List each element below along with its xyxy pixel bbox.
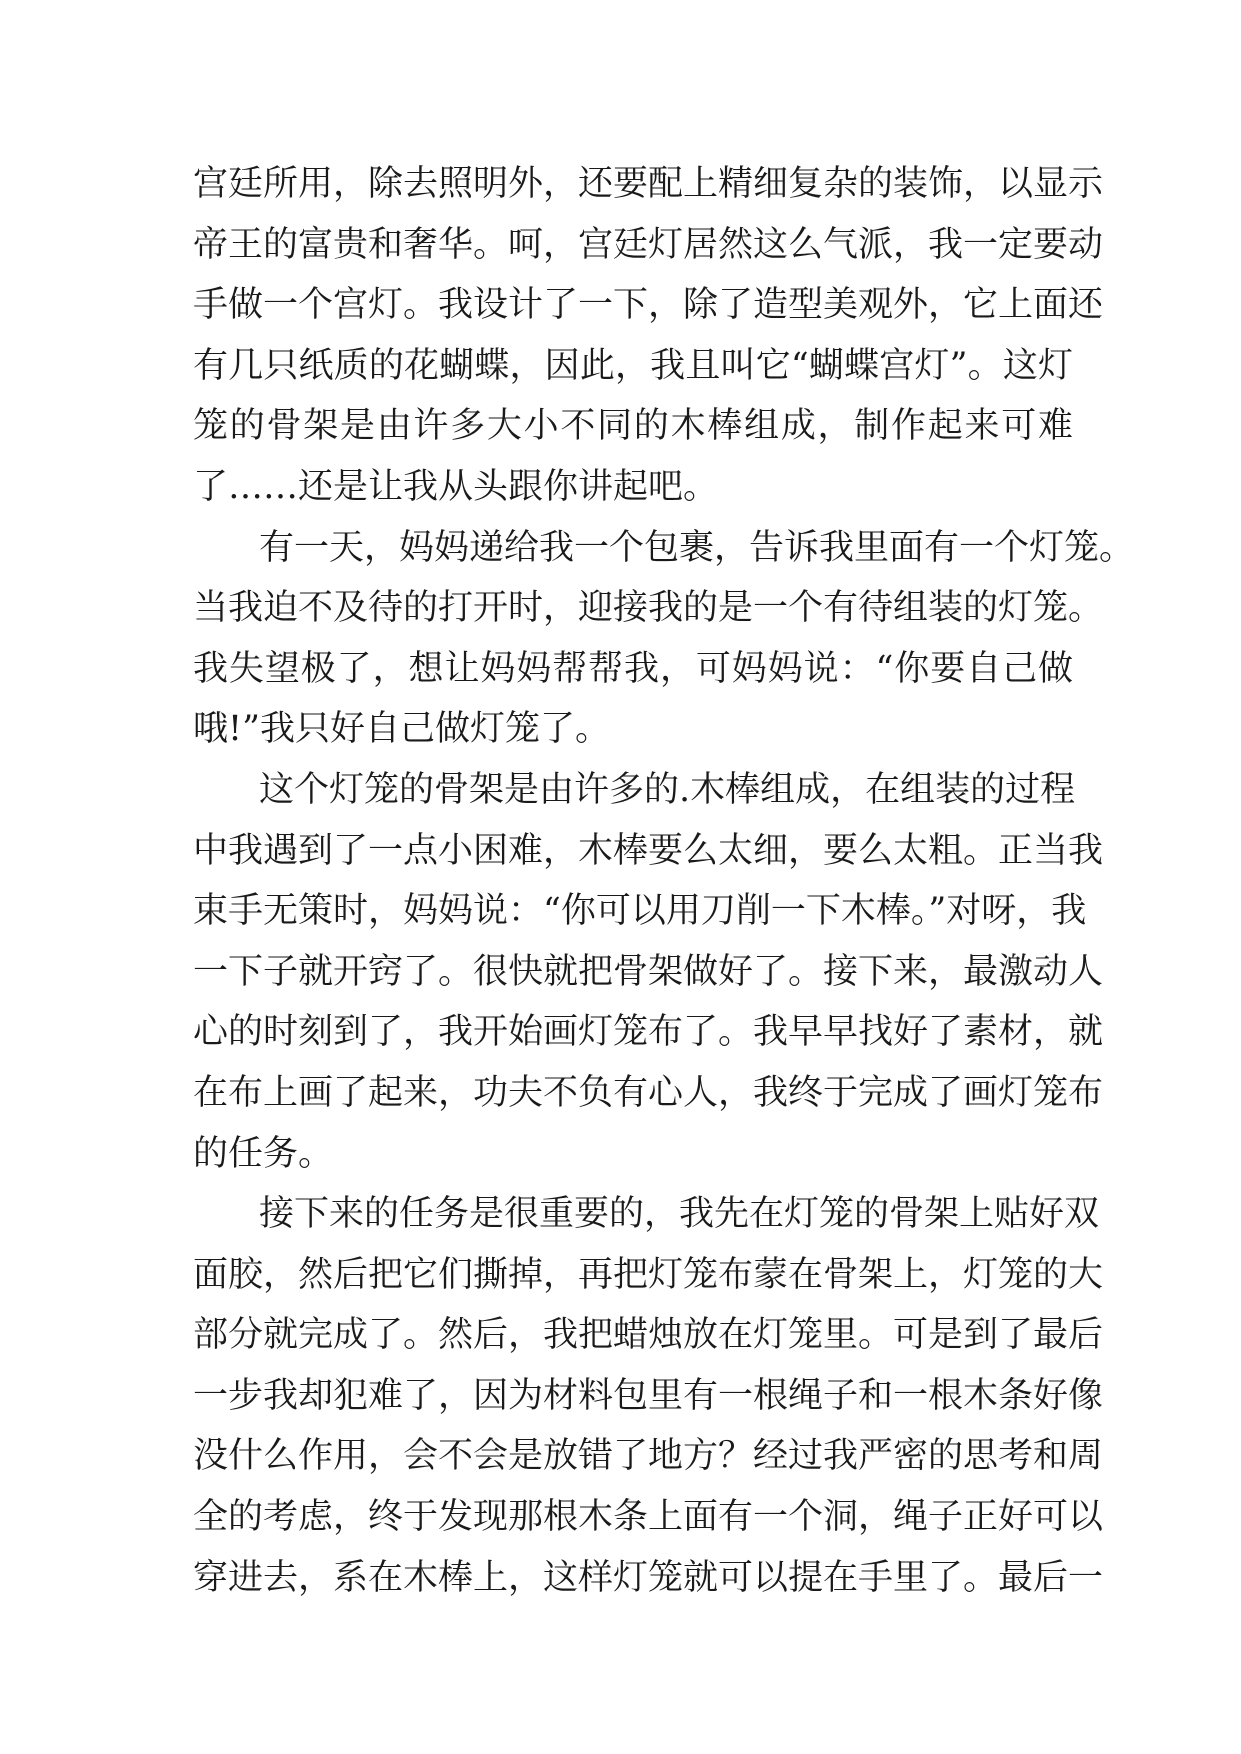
text-line: 部分就完成了。然后，我把蜡烛放在灯笼里。可是到了最后 <box>193 1315 1104 1356</box>
text-line: 全的考虑，终于发现那根木条上面有一个洞，绳子正好可以 <box>193 1497 1104 1538</box>
text-line: 穿进去，系在木棒上，这样灯笼就可以提在手里了。最后一 <box>193 1557 1104 1598</box>
text-line: 的任务。 <box>193 1133 334 1174</box>
paragraph <box>193 760 1104 1184</box>
text-line: 在布上画了起来，功夫不负有心人，我终于完成了画灯笼布 <box>193 1072 1104 1113</box>
text-line: 一下子就开窍了。很快就把骨架做好了。接下来，最激动人 <box>193 951 1104 992</box>
text-line: 面胶，然后把它们撕掉，再把灯笼布蒙在骨架上，灯笼的大 <box>193 1254 1104 1295</box>
text-line: 有一天，妈妈递给我一个包裹，告诉我里面有一个灯笼。 <box>259 527 1135 568</box>
text-line: 没什么作用，会不会是放错了地方？经过我严密的思考和周 <box>193 1436 1104 1477</box>
text-line: 当我迫不及待的打开时，迎接我的是一个有待组装的灯笼。 <box>193 588 1104 629</box>
text-line: 中我遇到了一点小困难，木棒要么太细，要么太粗。正当我 <box>193 830 1104 871</box>
text-line: 帝王的富贵和奢华。呵，宫廷灯居然这么气派，我一定要动 <box>193 224 1104 265</box>
text-line: 心的时刻到了，我开始画灯笼布了。我早早找好了素材，就 <box>193 1012 1104 1053</box>
text-line: 有几只纸质的花蝴蝶，因此，我且叫它“蝴蝶宫灯”。这灯 <box>193 345 1073 386</box>
text-line: 接下来的任务是很重要的，我先在灯笼的骨架上贴好双 <box>259 1194 1100 1235</box>
document-body <box>193 154 1135 1608</box>
paragraph <box>193 518 1135 760</box>
text-line: 束手无策时，妈妈说：“你可以用刀削一下木棒。”对呀，我 <box>193 891 1087 932</box>
text-line: 一步我却犯难了，因为材料包里有一根绳子和一根木条好像 <box>193 1375 1104 1416</box>
text-line: 这个灯笼的骨架是由许多的.木棒组成，在组装的过程 <box>259 769 1076 810</box>
text-line: 我失望极了，想让妈妈帮帮我，可妈妈说：“你要自己做 <box>193 648 1073 689</box>
text-line: 哦!”我只好自己做灯笼了。 <box>193 709 610 750</box>
text-line: 了……还是让我从头跟你讲起吧。 <box>193 466 719 507</box>
text-line: 手做一个宫灯。我设计了一下，除了造型美观外，它上面还 <box>193 285 1104 326</box>
paragraph <box>193 154 1104 518</box>
paragraph <box>193 1184 1104 1608</box>
text-line: 宫廷所用，除去照明外，还要配上精细复杂的装饰，以显示 <box>193 164 1104 204</box>
text-line: 笼的骨架是由许多大小不同的木棒组成，制作起来可难 <box>193 406 1073 447</box>
